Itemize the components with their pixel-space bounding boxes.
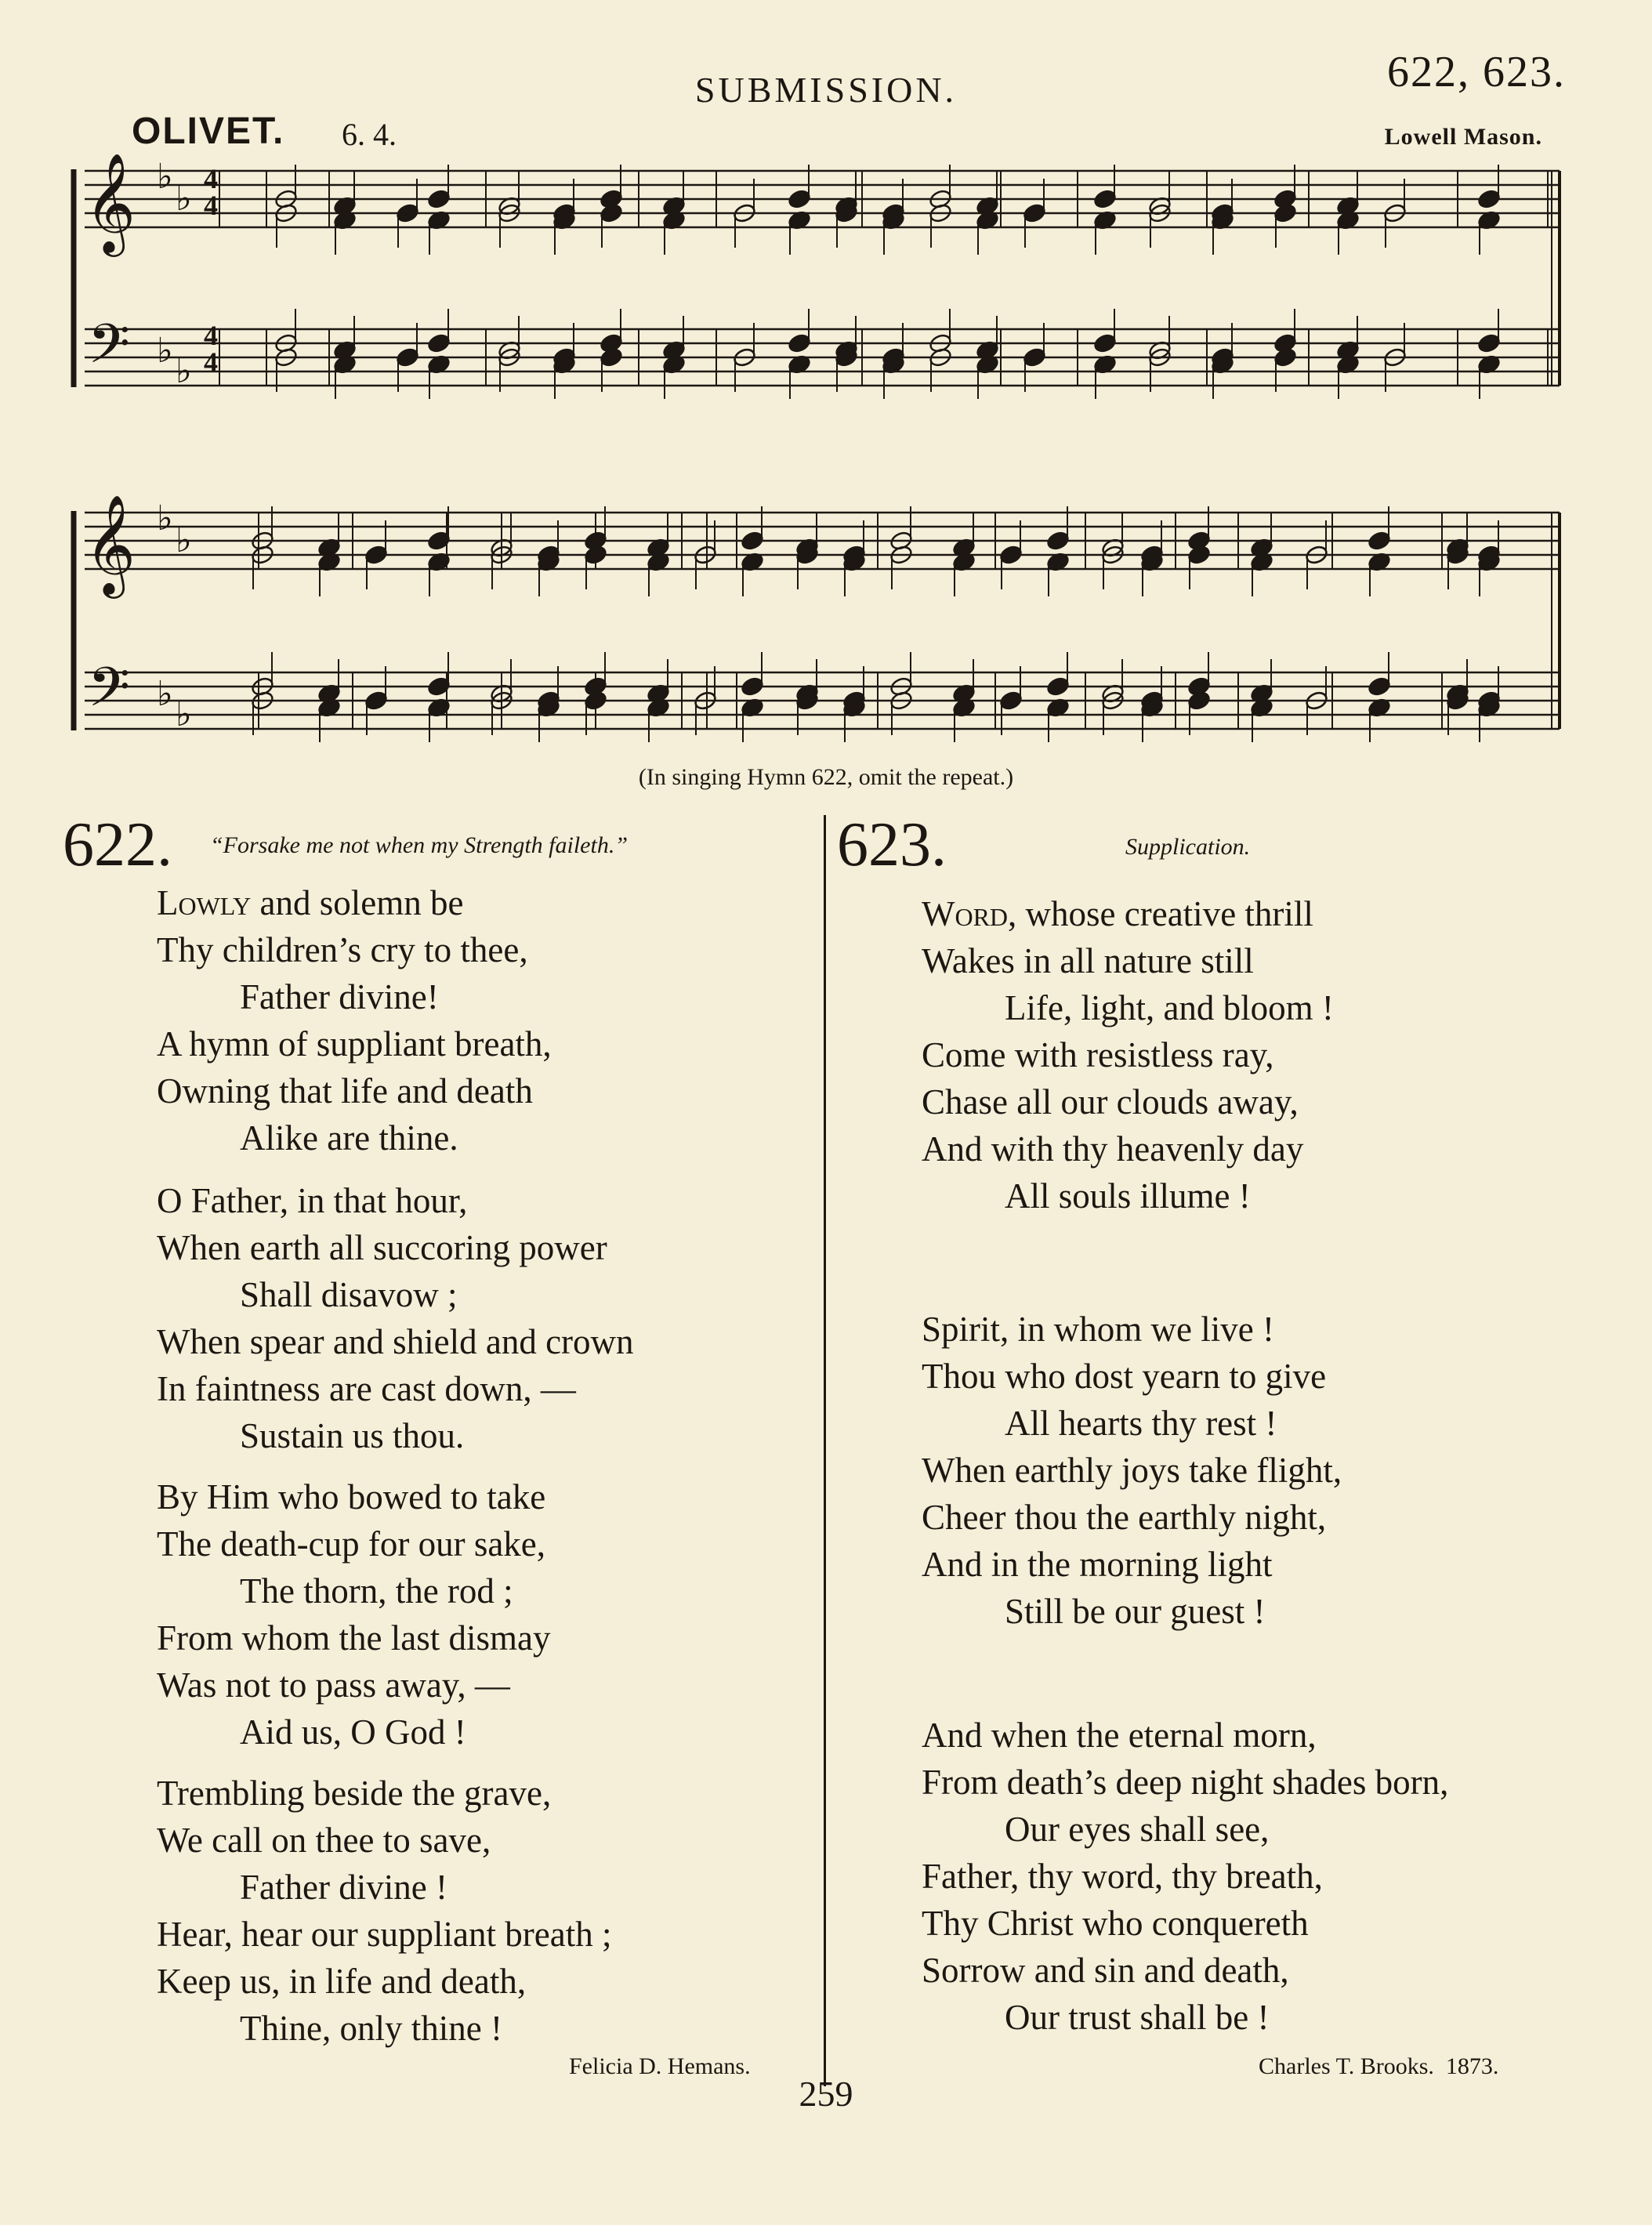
time-signature: 4 (204, 163, 218, 194)
music-score (0, 0, 1652, 784)
hymn-623-heading (837, 810, 947, 879)
hymn-622-stanza-2 (157, 1177, 634, 1459)
stanza-line: Shall disavow ; (240, 1275, 458, 1314)
stanza-line: By Him who bowed to take (157, 1477, 546, 1517)
drop-word: Lowly (157, 883, 252, 922)
note-head (1092, 332, 1117, 353)
note-head (364, 544, 388, 565)
hymn-622-heading (63, 810, 172, 879)
tune-name: OLIVET. (132, 111, 285, 152)
page-number: 259 (799, 2074, 853, 2114)
stanza-line (157, 879, 552, 926)
hymn-623-stanza-2 (922, 1306, 1342, 1635)
stanza-line: Life, light, and bloom ! (1005, 988, 1334, 1027)
hymn-622-stanza-4 (157, 1770, 611, 2052)
note-head (740, 530, 764, 551)
flat-icon: ♭ (176, 351, 192, 391)
stanza-line: We call on thee to save, (157, 1821, 491, 1860)
flat-icon: ♭ (157, 157, 173, 197)
stanza-line: When earth all succoring power (157, 1228, 607, 1267)
flat-icon: ♭ (157, 331, 173, 371)
stanza-line: Spirit, in whom we live ! (922, 1310, 1274, 1349)
note-head (1045, 676, 1070, 697)
stanza-line: Owning that life and death (157, 1071, 533, 1111)
drop-word: Word, (922, 894, 1017, 933)
stanza-line (922, 890, 1334, 937)
stanza-line: The death-cup for our sake, (157, 1524, 546, 1564)
hymn-622-number: 622 (63, 810, 157, 879)
stanza-line: Come with resistless ray, (922, 1035, 1274, 1074)
note-head (998, 544, 1023, 565)
stanza-line: Thine, only thine ! (240, 2009, 502, 2048)
stanza-line: A hymn of suppliant breath, (157, 1024, 552, 1064)
line-text: and solemn be (259, 883, 464, 922)
treble-clef-icon: 𝄞 (85, 152, 136, 252)
page-hymn-numbers: 622, 623. (1387, 48, 1566, 96)
stanza-line: Hear, hear our suppliant breath ; (157, 1915, 612, 1954)
stanza-line: Cheer thou the earthly night, (922, 1498, 1327, 1537)
note-head (426, 332, 451, 353)
stanza-line: Thy Christ who conquereth (922, 1904, 1309, 1943)
hymn-622-author: Felicia D. Hemans. (569, 2053, 751, 2079)
stanza-line: Father, thy word, thy breath, (922, 1857, 1323, 1896)
stanza-line: Sustain us thou. (240, 1416, 465, 1455)
stanza-line: All hearts thy rest ! (1005, 1404, 1277, 1443)
tune-composer: Lowell Mason. (1384, 124, 1542, 150)
hymn-623-subtitle: Supplication. (1125, 834, 1251, 860)
stanza-line: Alike are thine. (240, 1118, 458, 1158)
bass-staff-2 (85, 672, 1560, 729)
tune-meter: 6. 4. (342, 117, 397, 152)
note-head (1022, 202, 1046, 223)
treble-staff-2 (85, 513, 1560, 569)
bass-clef-icon: 𝄢 (88, 312, 131, 389)
number-dot: . (931, 810, 947, 879)
stanza-line: Thou who dost yearn to give (922, 1357, 1327, 1396)
flat-icon: ♭ (176, 179, 192, 219)
time-signature: 4 (204, 190, 218, 221)
stanza-line: Trembling beside the grave, (157, 1774, 552, 1813)
stanza-line: Chase all our clouds away, (922, 1082, 1299, 1122)
note-head (1092, 188, 1117, 209)
note-head (1022, 346, 1046, 368)
hymn-623-number: 623 (837, 810, 931, 879)
stanza-line: Father divine ! (240, 1868, 447, 1907)
stanza-line: And with thy heavenly day (922, 1129, 1304, 1169)
note-head (787, 332, 811, 353)
note-head (1045, 530, 1070, 551)
stanza-line: The thorn, the rod ; (240, 1571, 513, 1611)
stanza-line: All souls illume ! (1005, 1176, 1251, 1216)
stanza-line: Our trust shall be ! (1005, 1998, 1270, 2037)
stanza-line: O Father, in that hour, (157, 1181, 468, 1220)
line-text: whose creative thrill (1025, 894, 1313, 933)
note-head (395, 346, 419, 368)
stanza-line: Sorrow and sin and death, (922, 1951, 1289, 1990)
stanza-line: Still be our guest ! (1005, 1592, 1266, 1631)
bass-clef-icon: 𝄢 (88, 655, 131, 732)
note-head (1367, 676, 1391, 697)
note-head (426, 188, 451, 209)
stanza-line: In faintness are cast down, — (157, 1369, 576, 1408)
treble-clef-icon: 𝄞 (85, 494, 136, 594)
stanza-line: Father divine! (240, 977, 439, 1016)
author-year: 1873. (1445, 2053, 1499, 2079)
stanza-line: And in the morning light (922, 1545, 1273, 1584)
number-dot: . (157, 810, 172, 879)
hymn-622-subtitle: “Forsake me not when my Strength faileth.” (210, 832, 628, 858)
flat-icon: ♭ (157, 674, 173, 714)
stanza-line: From whom the last dismay (157, 1618, 551, 1658)
stanza-line: Was not to pass away, — (157, 1665, 510, 1705)
stanza-line: Our eyes shall see, (1005, 1810, 1270, 1849)
hymn-623-stanza-1 (922, 890, 1334, 1219)
note-head (998, 690, 1023, 711)
flat-icon: ♭ (157, 498, 173, 538)
stanza-line: From death’s deep night shades born, (922, 1763, 1449, 1802)
flat-icon: ♭ (176, 694, 192, 734)
section-title: SUBMISSION. (694, 70, 958, 110)
author-name: Charles T. Brooks. (1259, 2053, 1434, 2079)
stanza-line: When earthly joys take flight, (922, 1451, 1342, 1490)
time-signature: 4 (204, 320, 218, 351)
stanza-line: Wakes in all nature still (922, 941, 1254, 980)
note-head (1476, 332, 1501, 353)
note-head (740, 676, 764, 697)
note-head (1476, 188, 1501, 209)
stanza-line: Aid us, O God ! (240, 1712, 466, 1752)
stanza-line: When spear and shield and crown (157, 1322, 634, 1361)
stanza-line: And when the eternal morn, (922, 1716, 1317, 1755)
hymn-622-stanza-3 (157, 1473, 550, 1756)
stanza-line: Keep us, in life and death, (157, 1962, 527, 2001)
note-head (787, 188, 811, 209)
hymn-623-stanza-3 (922, 1712, 1448, 2041)
hymn-622-stanza-1 (157, 879, 552, 1161)
column-divider (824, 815, 826, 2086)
flat-icon: ♭ (176, 520, 192, 560)
note-head (395, 202, 419, 223)
note-head (364, 690, 388, 711)
repeat-note: (In singing Hymn 622, omit the repeat.) (638, 764, 1014, 790)
time-signature: 4 (204, 346, 218, 378)
note-head (1367, 530, 1391, 551)
stanza-line: Thy children’s cry to thee, (157, 930, 528, 969)
